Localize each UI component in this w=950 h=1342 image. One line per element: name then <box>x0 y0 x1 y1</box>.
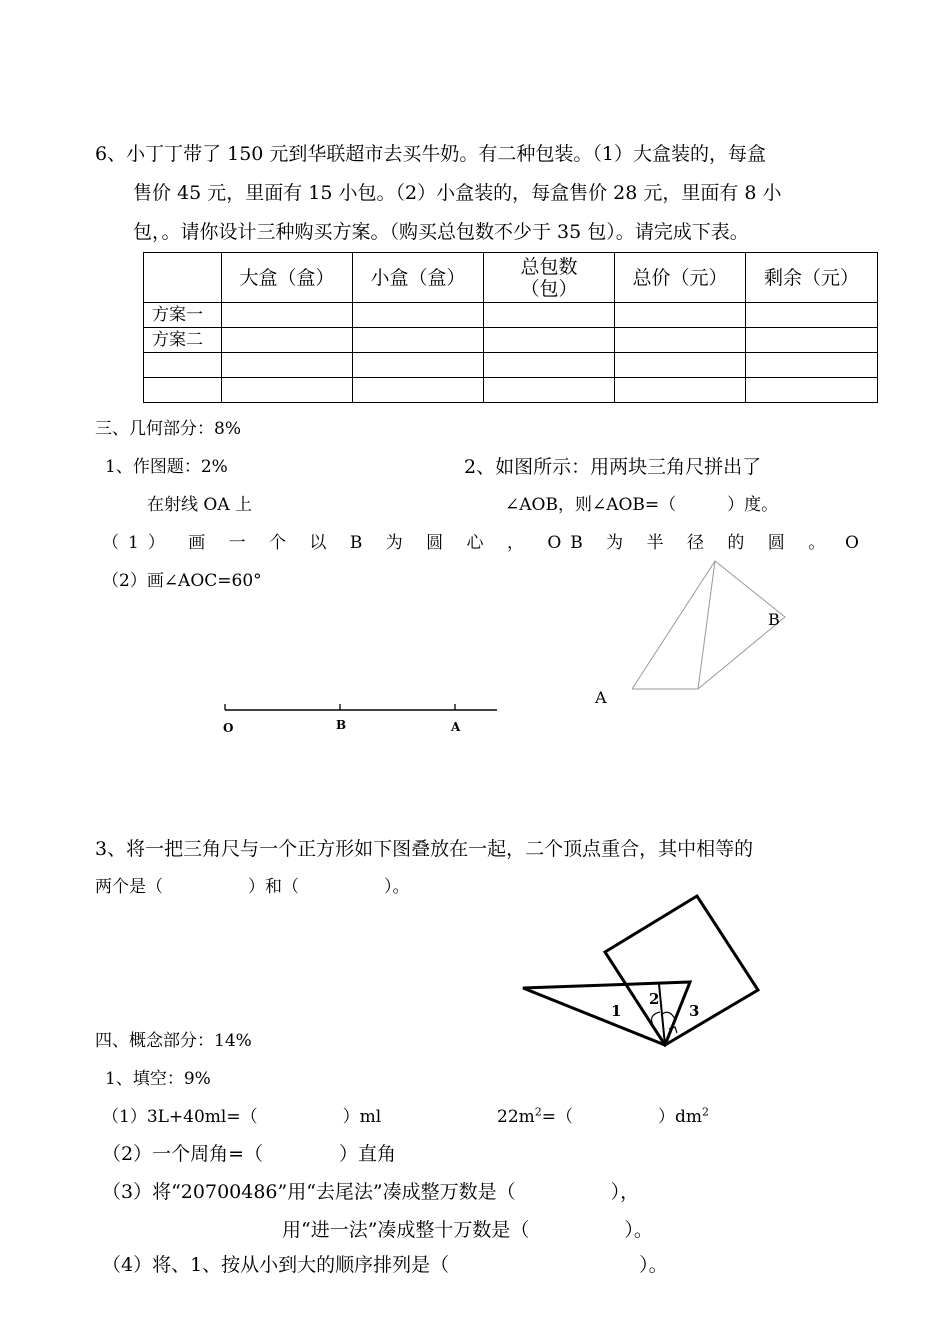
q6-line-3: 包，。请你设计三种购买方案。（购买总包数不少于 35 包）。请完成下表。 <box>133 221 749 243</box>
s4-item-1b <box>497 1105 709 1129</box>
s4-item-1b-sup: 2 <box>534 1105 542 1119</box>
s3-q1-sub: 在射线 OA 上 <box>147 495 253 515</box>
section4-title: 四、概念部分：14% <box>95 1031 252 1051</box>
s3-q2-line-1: 2、如图所示：用两块三角尺拼出了 <box>464 456 762 478</box>
q6-line-1: 6、小丁丁带了 150 元到华联超市去买牛奶。有二种包装。（1）大盒装的，每盒 <box>95 143 767 165</box>
s3-q3-line-2: 两个是（ ）和（ ）。 <box>95 877 410 897</box>
row-label <box>144 378 222 403</box>
table-row <box>144 378 878 403</box>
square-shape <box>605 896 758 1045</box>
row-label: 方案一 <box>144 303 222 328</box>
table-header-remaining: 剩余（元） <box>746 253 878 303</box>
table-cell[interactable] <box>353 303 484 328</box>
s3-q1-step-2: （2）画∠AOC=60° <box>102 571 262 591</box>
square-triangle-figure <box>515 890 765 1060</box>
table-cell[interactable] <box>615 303 746 328</box>
set-squares-figure <box>585 555 800 715</box>
table-header-row <box>144 253 878 303</box>
s4-item-2: （2）一个周角=（ ）直角 <box>102 1143 397 1165</box>
s3-q1-step-1: （1） 画 一 个 以 B 为 圆 心 ， OB 为 半 径 的 圆 。 <box>102 533 835 553</box>
s4-item-1b-mid: =（ ）dm <box>541 1107 703 1127</box>
purchase-plan-table <box>143 252 878 403</box>
s4-item-1: （1）3L+40ml=（ ）ml <box>102 1107 382 1127</box>
table-cell[interactable] <box>484 303 615 328</box>
table-cell[interactable] <box>746 303 878 328</box>
table-cell[interactable] <box>746 378 878 403</box>
tri-label-b: B <box>768 610 780 629</box>
s4-item-1b-pre: 22m <box>497 1107 535 1127</box>
ray-oa-figure <box>215 695 505 740</box>
s3-q1-step-1-tail: O <box>845 533 859 553</box>
table-cell[interactable] <box>484 353 615 378</box>
table-header-small-box: 小盒（盒） <box>353 253 484 303</box>
tri-label-a: A <box>595 688 607 707</box>
s3-q2-line-2: ∠AOB，则∠AOB=（ ）度。 <box>505 495 779 515</box>
angle-label-1: 1 <box>611 1002 622 1020</box>
table-row <box>144 353 878 378</box>
angle-label-3: 3 <box>689 1002 700 1020</box>
table-cell[interactable] <box>222 303 353 328</box>
set-squares-outline <box>632 561 785 689</box>
table-cell[interactable] <box>615 378 746 403</box>
table-cell[interactable] <box>746 353 878 378</box>
q6-line-2: 售价 45 元，里面有 15 小包。（2）小盒装的，每盒售价 28 元，里面有 8 小 <box>133 182 782 204</box>
table-cell[interactable] <box>222 353 353 378</box>
table-cell[interactable] <box>615 353 746 378</box>
table-cell[interactable] <box>353 328 484 353</box>
table-cell[interactable] <box>746 328 878 353</box>
ray-label-o: O <box>223 721 234 735</box>
table-cell[interactable] <box>353 353 484 378</box>
table-header-total-packs <box>484 253 615 303</box>
table-header-big-box: 大盒（盒） <box>222 253 353 303</box>
s4-item-3a: （3）将“20700486”用“去尾法”凑成整万数是（ ）， <box>102 1181 640 1203</box>
set-squares-shared-edge <box>698 561 715 689</box>
angle-arc-1 <box>652 1012 660 1025</box>
row-label: 方案二 <box>144 328 222 353</box>
table-row <box>144 328 878 353</box>
section3-title: 三、几何部分：8% <box>95 419 241 439</box>
s4-q1-title: 1、填空：9% <box>105 1069 211 1089</box>
table-cell[interactable] <box>484 328 615 353</box>
table-cell[interactable] <box>222 378 353 403</box>
table-cell[interactable] <box>615 328 746 353</box>
s4-item-4: （4）将、1、按从小到大的顺序排列是（ ）。 <box>102 1254 668 1276</box>
table-cell[interactable] <box>484 378 615 403</box>
table-header-total-packs-line1: 总包数 <box>520 255 578 278</box>
angle-label-2: 2 <box>649 990 660 1008</box>
table-cell[interactable] <box>353 378 484 403</box>
s4-item-3b: 用“进一法”凑成整十万数是（ ）。 <box>282 1219 653 1241</box>
s3-q1-title: 1、作图题：2% <box>105 457 228 477</box>
row-label <box>144 353 222 378</box>
ray-label-a: A <box>451 720 461 734</box>
table-row <box>144 303 878 328</box>
table-header-total-packs-line2: （包） <box>520 277 578 300</box>
table-header-blank <box>144 253 222 303</box>
ray-label-b: B <box>336 718 347 732</box>
table-cell[interactable] <box>222 328 353 353</box>
s4-item-1b-sup2: 2 <box>702 1105 710 1119</box>
s3-q3-line-1: 3、将一把三角尺与一个正方形如下图叠放在一起，二个顶点重合，其中相等的 <box>95 838 754 860</box>
table-header-total-price: 总价（元） <box>615 253 746 303</box>
